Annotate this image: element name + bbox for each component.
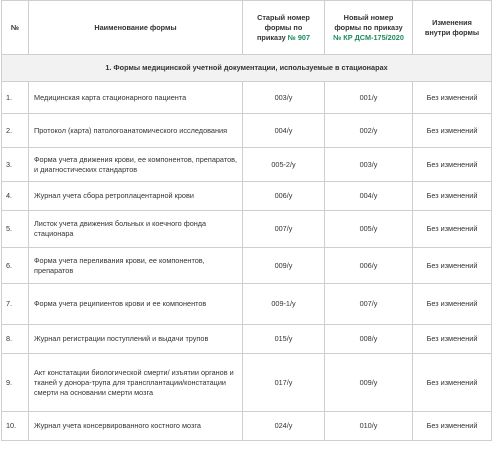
row-old-number: 006/у <box>243 182 325 211</box>
row-new-number: 008/у <box>325 325 413 354</box>
row-name: Журнал регистрации поступлений и выдачи трупов <box>29 325 243 354</box>
row-new-number: 009/у <box>325 354 413 412</box>
row-new-number: 007/у <box>325 284 413 325</box>
row-changes: Без изменений <box>413 325 492 354</box>
row-num: 8. <box>2 325 29 354</box>
table-row <box>2 82 492 114</box>
row-changes: Без изменений <box>413 284 492 325</box>
table-row <box>2 148 492 182</box>
row-name: Журнал учета консервированного костного мозга <box>29 412 243 441</box>
row-new-number: 010/у <box>325 412 413 441</box>
row-name: Форма учета движения крови, ее компонентов, препаратов, и диагностических стандартов <box>29 148 243 182</box>
row-num: 1. <box>2 82 29 114</box>
row-new-number: 003/у <box>325 148 413 182</box>
col-old-number-header: Старый номер формы по приказу № 907 <box>243 1 325 55</box>
section-title: 1. Формы медицинской учетной документации, используемые в стационарах <box>2 55 492 82</box>
row-changes: Без изменений <box>413 211 492 248</box>
table-header-row <box>2 1 492 55</box>
table-row <box>2 284 492 325</box>
col-num-header: № <box>2 1 29 55</box>
row-old-number: 024/у <box>243 412 325 441</box>
table-row <box>2 354 492 412</box>
row-old-number: 009-1/у <box>243 284 325 325</box>
row-num: 10. <box>2 412 29 441</box>
table-row <box>2 325 492 354</box>
row-new-number: 002/у <box>325 114 413 148</box>
row-old-number: 003/у <box>243 82 325 114</box>
row-old-number: 007/у <box>243 211 325 248</box>
order-907-label: № 907 <box>287 32 311 42</box>
order-dsm-label: № КР ДСМ-175/2020 <box>333 32 404 42</box>
row-name: Журнал учета сбора ретроплацентарной крови <box>29 182 243 211</box>
row-num: 5. <box>2 211 29 248</box>
row-old-number: 004/у <box>243 114 325 148</box>
table-row <box>2 412 492 441</box>
col-name-header: Наименование формы <box>29 1 243 55</box>
row-changes: Без изменений <box>413 82 492 114</box>
row-changes: Без изменений <box>413 412 492 441</box>
col-changes-header: Изменения внутри формы <box>413 1 492 55</box>
row-num: 3. <box>2 148 29 182</box>
row-name: Протокол (карта) патологоанатомического исследования <box>29 114 243 148</box>
row-new-number: 001/у <box>325 82 413 114</box>
row-old-number: 009/у <box>243 248 325 284</box>
row-new-number: 004/у <box>325 182 413 211</box>
row-old-number: 015/у <box>243 325 325 354</box>
row-changes: Без изменений <box>413 148 492 182</box>
row-changes: Без изменений <box>413 354 492 412</box>
row-new-number: 005/у <box>325 211 413 248</box>
row-num: 4. <box>2 182 29 211</box>
row-changes: Без изменений <box>413 182 492 211</box>
table-row <box>2 182 492 211</box>
row-old-number: 005-2/у <box>243 148 325 182</box>
row-num: 7. <box>2 284 29 325</box>
table-row <box>2 211 492 248</box>
table-row <box>2 114 492 148</box>
col-new-number-header: Новый номер формы по приказу № КР ДСМ-175/2020 <box>325 1 413 55</box>
forms-table <box>1 0 492 441</box>
row-num: 6. <box>2 248 29 284</box>
row-num: 9. <box>2 354 29 412</box>
row-num: 2. <box>2 114 29 148</box>
row-name: Форма учета реципиентов крови и ее компонентов <box>29 284 243 325</box>
row-new-number: 006/у <box>325 248 413 284</box>
row-name: Акт констатации биологической смерти/ изъятии органов и тканей у донора-трупа для трансплантации/констатации смерти на основании смерти мозга <box>29 354 243 412</box>
table-row <box>2 248 492 284</box>
row-name: Медицинская карта стационарного пациента <box>29 82 243 114</box>
row-name: Форма учета переливания крови, ее компонентов, препаратов <box>29 248 243 284</box>
row-name: Листок учета движения больных и коечного фонда стационара <box>29 211 243 248</box>
section-row <box>2 55 492 82</box>
row-changes: Без изменений <box>413 248 492 284</box>
row-old-number: 017/у <box>243 354 325 412</box>
row-changes: Без изменений <box>413 114 492 148</box>
